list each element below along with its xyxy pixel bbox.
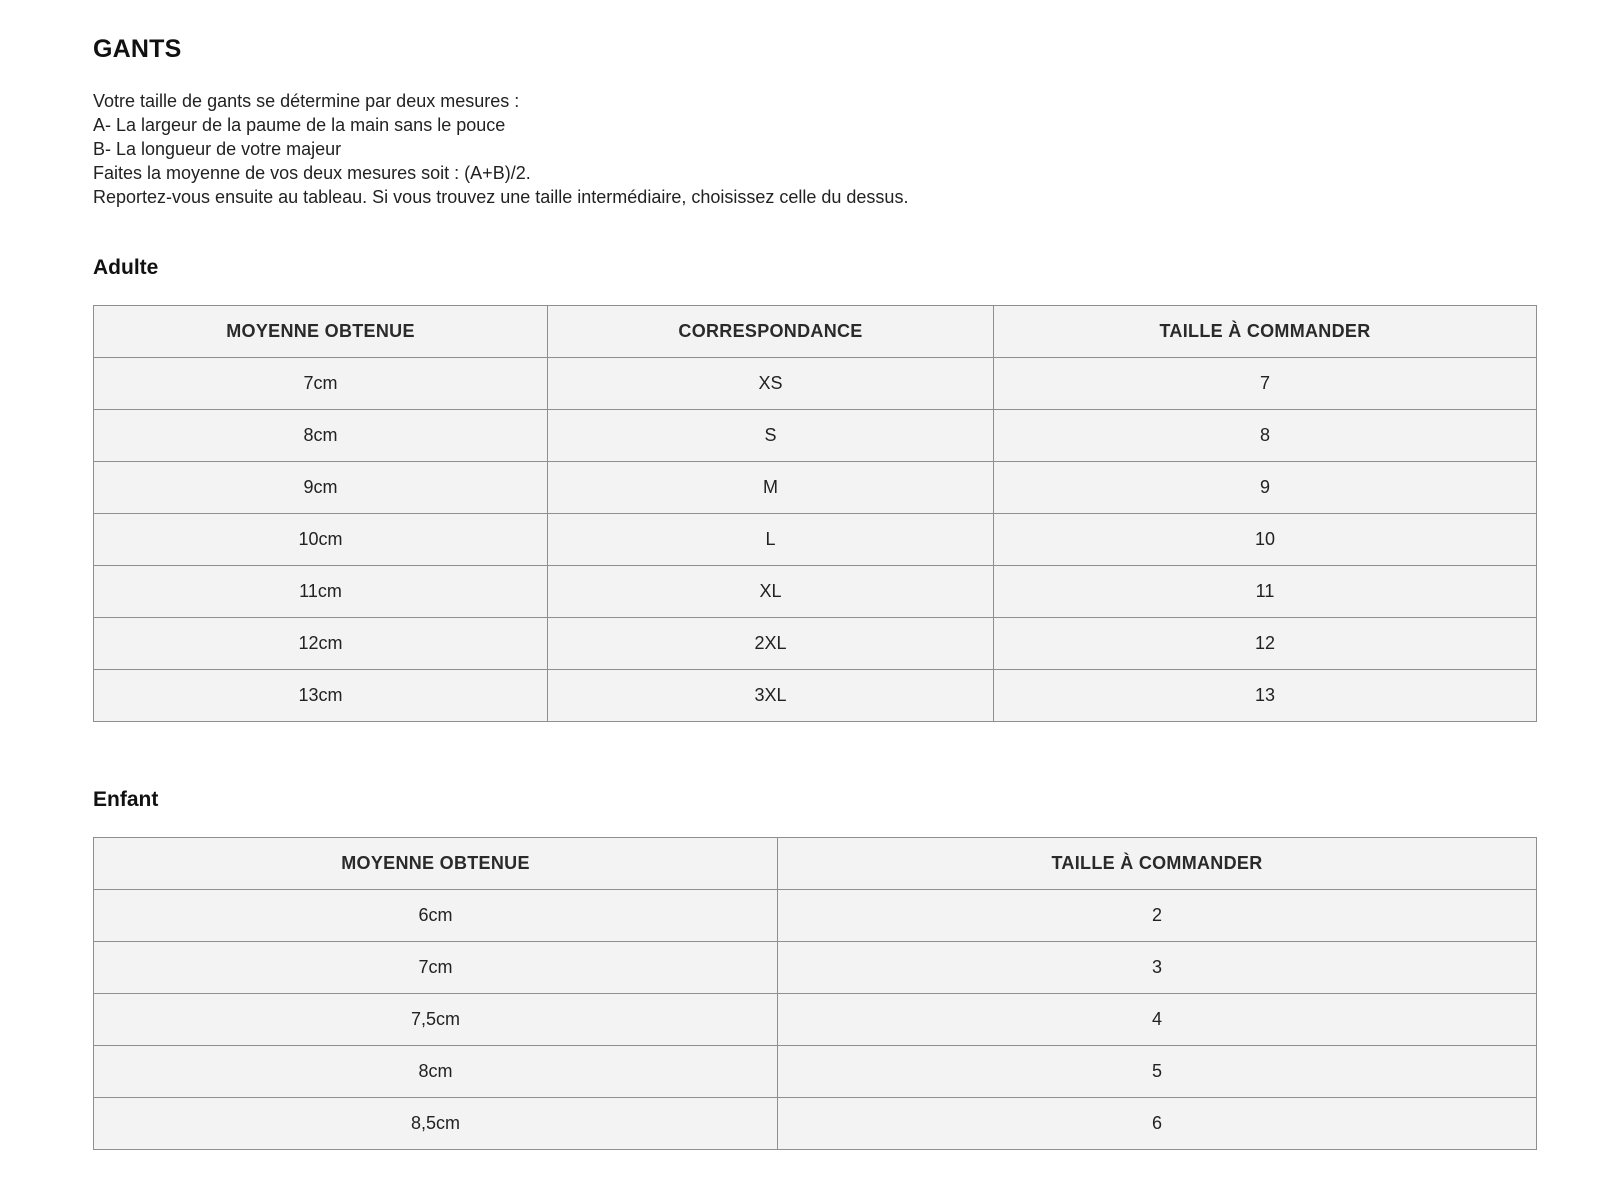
- column-header: TAILLE À COMMANDER: [994, 306, 1537, 358]
- table-row: [94, 1098, 1537, 1150]
- intro-line: A- La largeur de la paume de la main sans le pouce: [93, 115, 506, 135]
- table-cell: 12cm: [94, 618, 548, 670]
- table-cell: 11cm: [94, 566, 548, 618]
- intro-line: B- La longueur de votre majeur: [93, 139, 342, 159]
- section-heading-enfant: Enfant: [93, 788, 159, 811]
- table-cell: 7cm: [94, 358, 548, 410]
- column-header: MOYENNE OBTENUE: [94, 838, 778, 890]
- intro-line: Faites la moyenne de vos deux mesures soit : (A+B)/2.: [93, 163, 531, 183]
- child-size-table: [93, 837, 1537, 1150]
- table-cell: 7cm: [94, 942, 778, 994]
- table-cell: XS: [548, 358, 994, 410]
- table-cell: 3: [778, 942, 1537, 994]
- table-row: [94, 890, 1537, 942]
- table-row: [94, 1046, 1537, 1098]
- table-row: [94, 618, 1537, 670]
- table-cell: 10: [994, 514, 1537, 566]
- table-row: [94, 942, 1537, 994]
- table-cell: 2XL: [548, 618, 994, 670]
- table-row: [94, 358, 1537, 410]
- table-header-row: [94, 306, 1537, 358]
- column-header: TAILLE À COMMANDER: [778, 838, 1537, 890]
- table-cell: 4: [778, 994, 1537, 1046]
- table-cell: 10cm: [94, 514, 548, 566]
- table-cell: 8cm: [94, 1046, 778, 1098]
- table-cell: 12: [994, 618, 1537, 670]
- table-cell: 8cm: [94, 410, 548, 462]
- intro-line: Votre taille de gants se détermine par deux mesures :: [93, 91, 520, 111]
- page-title: GANTS: [93, 35, 182, 63]
- table-cell: 6: [778, 1098, 1537, 1150]
- intro-line: Reportez-vous ensuite au tableau. Si vous trouvez une taille intermédiaire, choisissez celle du dessus.: [93, 187, 909, 207]
- table-cell: 3XL: [548, 670, 994, 722]
- table-row: [94, 514, 1537, 566]
- table-cell: 9: [994, 462, 1537, 514]
- table-cell: 5: [778, 1046, 1537, 1098]
- table-row: [94, 566, 1537, 618]
- column-header: MOYENNE OBTENUE: [94, 306, 548, 358]
- table-cell: M: [548, 462, 994, 514]
- table-cell: 7,5cm: [94, 994, 778, 1046]
- table-cell: L: [548, 514, 994, 566]
- table-cell: 6cm: [94, 890, 778, 942]
- column-header: CORRESPONDANCE: [548, 306, 994, 358]
- table-cell: 11: [994, 566, 1537, 618]
- adult-size-table: [93, 305, 1537, 722]
- table-row: [94, 670, 1537, 722]
- table-header-row: [94, 838, 1537, 890]
- table-cell: 7: [994, 358, 1537, 410]
- table-row: [94, 994, 1537, 1046]
- section-heading-adulte: Adulte: [93, 256, 159, 279]
- intro-text: [93, 89, 908, 209]
- table-cell: 8,5cm: [94, 1098, 778, 1150]
- table-cell: 13: [994, 670, 1537, 722]
- table-cell: 2: [778, 890, 1537, 942]
- table-row: [94, 410, 1537, 462]
- table-row: [94, 462, 1537, 514]
- table-cell: S: [548, 410, 994, 462]
- table-cell: 13cm: [94, 670, 548, 722]
- table-cell: 8: [994, 410, 1537, 462]
- table-cell: 9cm: [94, 462, 548, 514]
- table-cell: XL: [548, 566, 994, 618]
